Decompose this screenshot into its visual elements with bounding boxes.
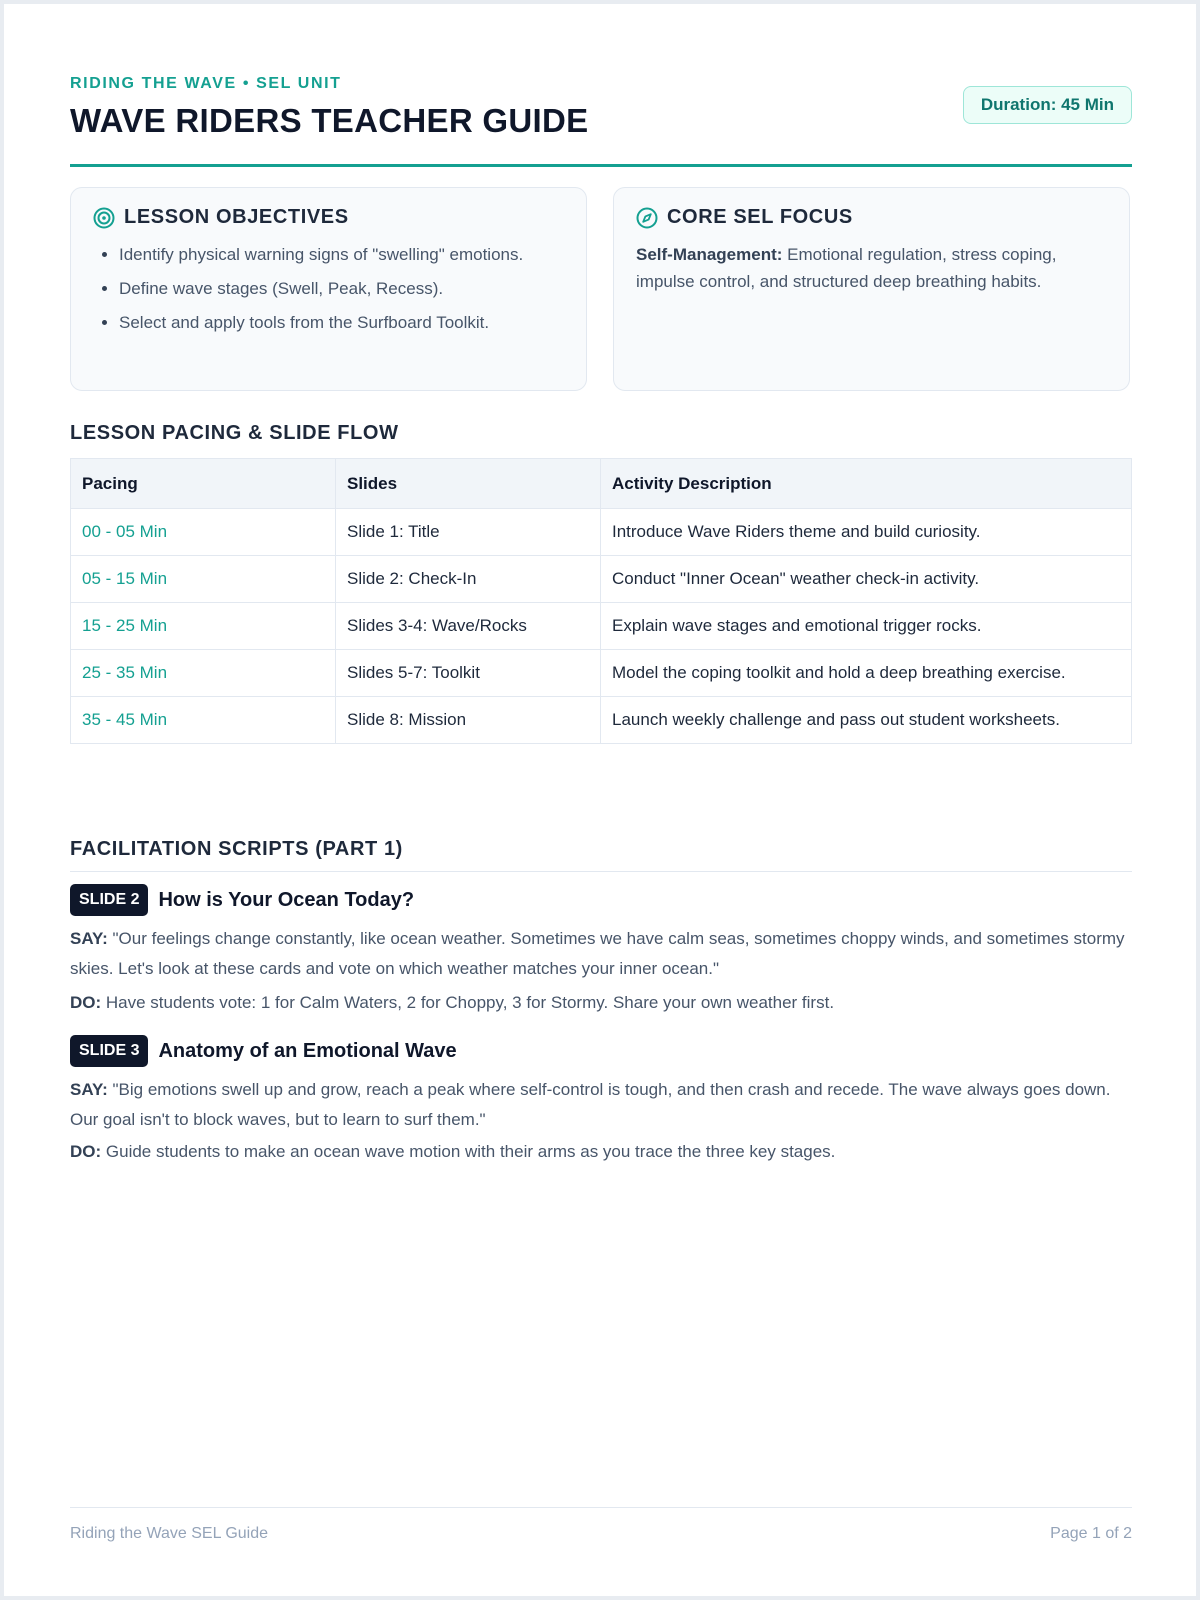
slide-heading: How is Your Ocean Today? <box>158 888 415 911</box>
compass-icon <box>636 207 658 229</box>
table-row <box>71 603 1132 650</box>
activity-cell: Launch weekly challenge and pass out student worksheets. <box>601 697 1132 744</box>
do-line <box>70 988 1132 1018</box>
do-text: Guide students to make an ocean wave motion with their arms as you trace the three key stages. <box>101 1142 836 1161</box>
pacing-cell: 00 - 05 Min <box>71 509 336 556</box>
slide-heading: Anatomy of an Emotional Wave <box>158 1039 457 1062</box>
objectives-card <box>70 187 587 391</box>
column-header: Activity Description <box>601 459 1132 509</box>
pacing-section-title: LESSON PACING & SLIDE FLOW <box>70 422 399 444</box>
slides-cell: Slides 5-7: Toolkit <box>336 650 601 697</box>
slides-cell: Slide 8: Mission <box>336 697 601 744</box>
target-icon <box>93 207 115 229</box>
say-line <box>70 924 1132 984</box>
slide-script-header <box>70 1035 1132 1067</box>
activity-cell: Introduce Wave Riders theme and build curiosity. <box>601 509 1132 556</box>
scripts-section-title: FACILITATION SCRIPTS (PART 1) <box>70 838 1132 872</box>
table-row <box>71 650 1132 697</box>
slides-cell: Slide 2: Check-In <box>336 556 601 603</box>
slide-badge: SLIDE 2 <box>70 884 148 916</box>
focus-text: Emotional regulation, stress coping, impulse control, and structured deep breathing habits. <box>636 245 1057 291</box>
pacing-table <box>70 458 1132 744</box>
say-text: "Our feelings change constantly, like ocean weather. Sometimes we have calm seas, sometimes choppy winds, and sometimes stormy skies. Let's look at these cards and vote on which weather matches your inner ocean." <box>70 929 1125 978</box>
objectives-title: LESSON OBJECTIVES <box>124 206 349 228</box>
pacing-cell: 35 - 45 Min <box>71 697 336 744</box>
slide-badge: SLIDE 3 <box>70 1035 148 1067</box>
objectives-list <box>93 241 564 336</box>
focus-card-header <box>636 206 1107 229</box>
say-text: "Big emotions swell up and grow, reach a peak where self-control is tough, and then crash and recede. The wave always goes down. Our goal isn't to block waves, but to learn to surf them." <box>70 1080 1111 1129</box>
objectives-card-header <box>93 206 564 229</box>
column-header: Pacing <box>71 459 336 509</box>
footer-guide-name: Riding the Wave SEL Guide <box>70 1525 269 1542</box>
sel-focus-card <box>613 187 1130 391</box>
do-line <box>70 1137 1132 1167</box>
say-label: SAY: <box>70 929 108 948</box>
page-title: WAVE RIDERS TEACHER GUIDE <box>70 102 589 139</box>
slide-script-2 <box>70 884 1132 1018</box>
slide-script-header <box>70 884 1132 916</box>
slide-script-3 <box>70 1035 1132 1167</box>
document-page <box>4 4 1196 1596</box>
list-item: • Select and apply tools from the Surfboard Toolkit. <box>119 309 564 336</box>
table-row <box>71 697 1132 744</box>
page-footer <box>70 1507 1132 1558</box>
pacing-cell: 25 - 35 Min <box>71 650 336 697</box>
pacing-cell: 05 - 15 Min <box>71 556 336 603</box>
duration-badge: Duration: 45 Min <box>963 86 1132 124</box>
page-number: Page 1 of 2 <box>1050 1525 1132 1542</box>
do-text: Have students vote: 1 for Calm Waters, 2 for Choppy, 3 for Stormy. Share your own weather first. <box>101 993 835 1012</box>
say-line <box>70 1075 1132 1135</box>
list-item: • Define wave stages (Swell, Peak, Recess). <box>119 275 564 302</box>
page-header <box>70 70 1132 167</box>
table-row <box>71 509 1132 556</box>
focus-label: Self-Management: <box>636 245 783 264</box>
do-label: DO: <box>70 993 102 1012</box>
activity-cell: Explain wave stages and emotional trigger rocks. <box>601 603 1132 650</box>
list-item: • Identify physical warning signs of "swelling" emotions. <box>119 241 564 268</box>
column-header: Slides <box>336 459 601 509</box>
say-label: SAY: <box>70 1080 108 1099</box>
table-row <box>71 556 1132 603</box>
table-header-row <box>71 459 1132 509</box>
focus-title: CORE SEL FOCUS <box>667 206 853 228</box>
do-label: DO: <box>70 1142 102 1161</box>
unit-kicker: RIDING THE WAVE • SEL UNIT <box>70 75 342 92</box>
activity-cell: Model the coping toolkit and hold a deep breathing exercise. <box>601 650 1132 697</box>
focus-description <box>636 241 1107 295</box>
slides-cell: Slides 3-4: Wave/Rocks <box>336 603 601 650</box>
slides-cell: Slide 1: Title <box>336 509 601 556</box>
pacing-cell: 15 - 25 Min <box>71 603 336 650</box>
activity-cell: Conduct "Inner Ocean" weather check-in activity. <box>601 556 1132 603</box>
